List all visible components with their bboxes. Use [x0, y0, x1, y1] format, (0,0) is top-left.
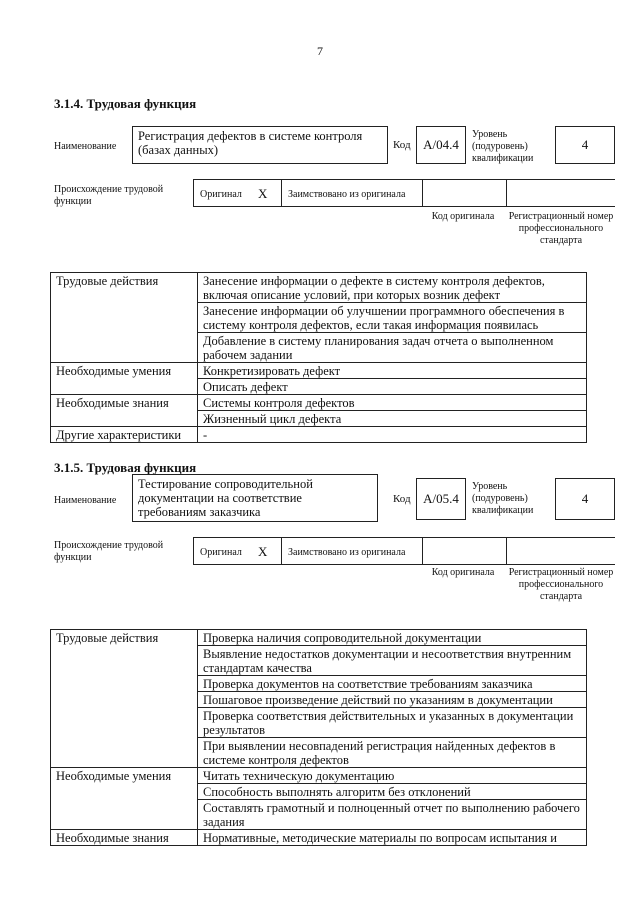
labor-functions-table [50, 629, 587, 846]
level-label: Уровень (подуровень) квалификации [472, 481, 534, 516]
table-row [51, 273, 587, 303]
category-cell: Необходимые умения [51, 363, 198, 395]
level-value: 4 [555, 126, 615, 164]
skill-item: Способность выполнять алгоритм без отклонений [198, 784, 587, 800]
category-cell: Другие характеристики [51, 427, 198, 443]
table-row [51, 630, 587, 646]
borrowed-label: Заимствовано из оригинала [288, 189, 406, 200]
category-cell: Необходимые умения [51, 768, 198, 830]
origin-table [193, 179, 615, 207]
original-mark: X [258, 544, 268, 559]
section-title: 3.1.4. Трудовая функция [54, 96, 197, 111]
skill-item: Читать техническую документацию [198, 768, 587, 784]
origin-label: Происхождение трудовой функции [54, 184, 164, 207]
name-label: Наименование [54, 141, 117, 152]
name-value: Регистрация дефектов в системе контроля (базах данных) [132, 126, 388, 164]
original-mark: X [258, 186, 268, 201]
action-item: Занесение информации о дефекте в систему контроля дефектов, включая описание условий, при которых возник дефект [198, 273, 587, 303]
action-item: Выявление недостатков документации и несоответствия внутренним стандартам качества [198, 646, 587, 676]
category-cell: Трудовые действия [51, 273, 198, 363]
original-label: Оригинал [200, 547, 242, 558]
reg-number-caption: Регистрационный номер профессионального стандарта [508, 567, 614, 602]
table-row [51, 830, 587, 846]
name-value: Тестирование сопроводительной документации на соответствие требованиям заказчика [132, 474, 378, 522]
code-value: A/05.4 [416, 478, 466, 520]
table-row [51, 363, 587, 379]
reg-number-caption: Регистрационный номер профессионального стандарта [508, 211, 614, 246]
action-item: Пошаговое произведение действий по указаниям в документации [198, 692, 587, 708]
orig-code-caption: Код оригинала [431, 211, 495, 222]
code-label: Код [393, 493, 411, 505]
origin-table [193, 537, 615, 565]
page-number: 7 [317, 44, 323, 58]
knowledge-item: Жизненный цикл дефекта [198, 411, 587, 427]
action-item: Проверка наличия сопроводительной документации [198, 630, 587, 646]
section-title: 3.1.5. Трудовая функция [54, 460, 197, 475]
knowledge-item: Нормативные, методические материалы по вопросам испытания и [198, 830, 587, 846]
level-label: Уровень (подуровень) квалификации [472, 129, 534, 164]
origin-label: Происхождение трудовой функции [54, 540, 164, 563]
category-cell: Необходимые знания [51, 830, 198, 846]
skill-item: Составлять грамотный и полноценный отчет по выполнению рабочего задания [198, 800, 587, 830]
level-value: 4 [555, 478, 615, 520]
table-row [51, 768, 587, 784]
code-label: Код [393, 139, 411, 151]
orig-code-caption: Код оригинала [431, 567, 495, 578]
labor-functions-table [50, 272, 587, 443]
category-cell: Трудовые действия [51, 630, 198, 768]
category-cell: Необходимые знания [51, 395, 198, 427]
action-item: Добавление в систему планирования задач отчета о выполненном рабочем задании [198, 333, 587, 363]
code-value: A/04.4 [416, 126, 466, 164]
original-label: Оригинал [200, 189, 242, 200]
name-label: Наименование [54, 495, 117, 506]
borrowed-label: Заимствовано из оригинала [288, 547, 406, 558]
action-item: При выявлении несовпадений регистрация найденных дефектов в системе контроля дефектов [198, 738, 587, 768]
action-item: Проверка соответствия действительных и указанных в документации результатов [198, 708, 587, 738]
skill-item: Конкретизировать дефект [198, 363, 587, 379]
table-row [51, 395, 587, 411]
knowledge-item: Системы контроля дефектов [198, 395, 587, 411]
other-item: - [198, 427, 587, 443]
skill-item: Описать дефект [198, 379, 587, 395]
table-row [51, 427, 587, 443]
action-item: Проверка документов на соответствие требованиям заказчика [198, 676, 587, 692]
action-item: Занесение информации об улучшении программного обеспечения в систему контроля дефектов, если такая информация появилась [198, 303, 587, 333]
